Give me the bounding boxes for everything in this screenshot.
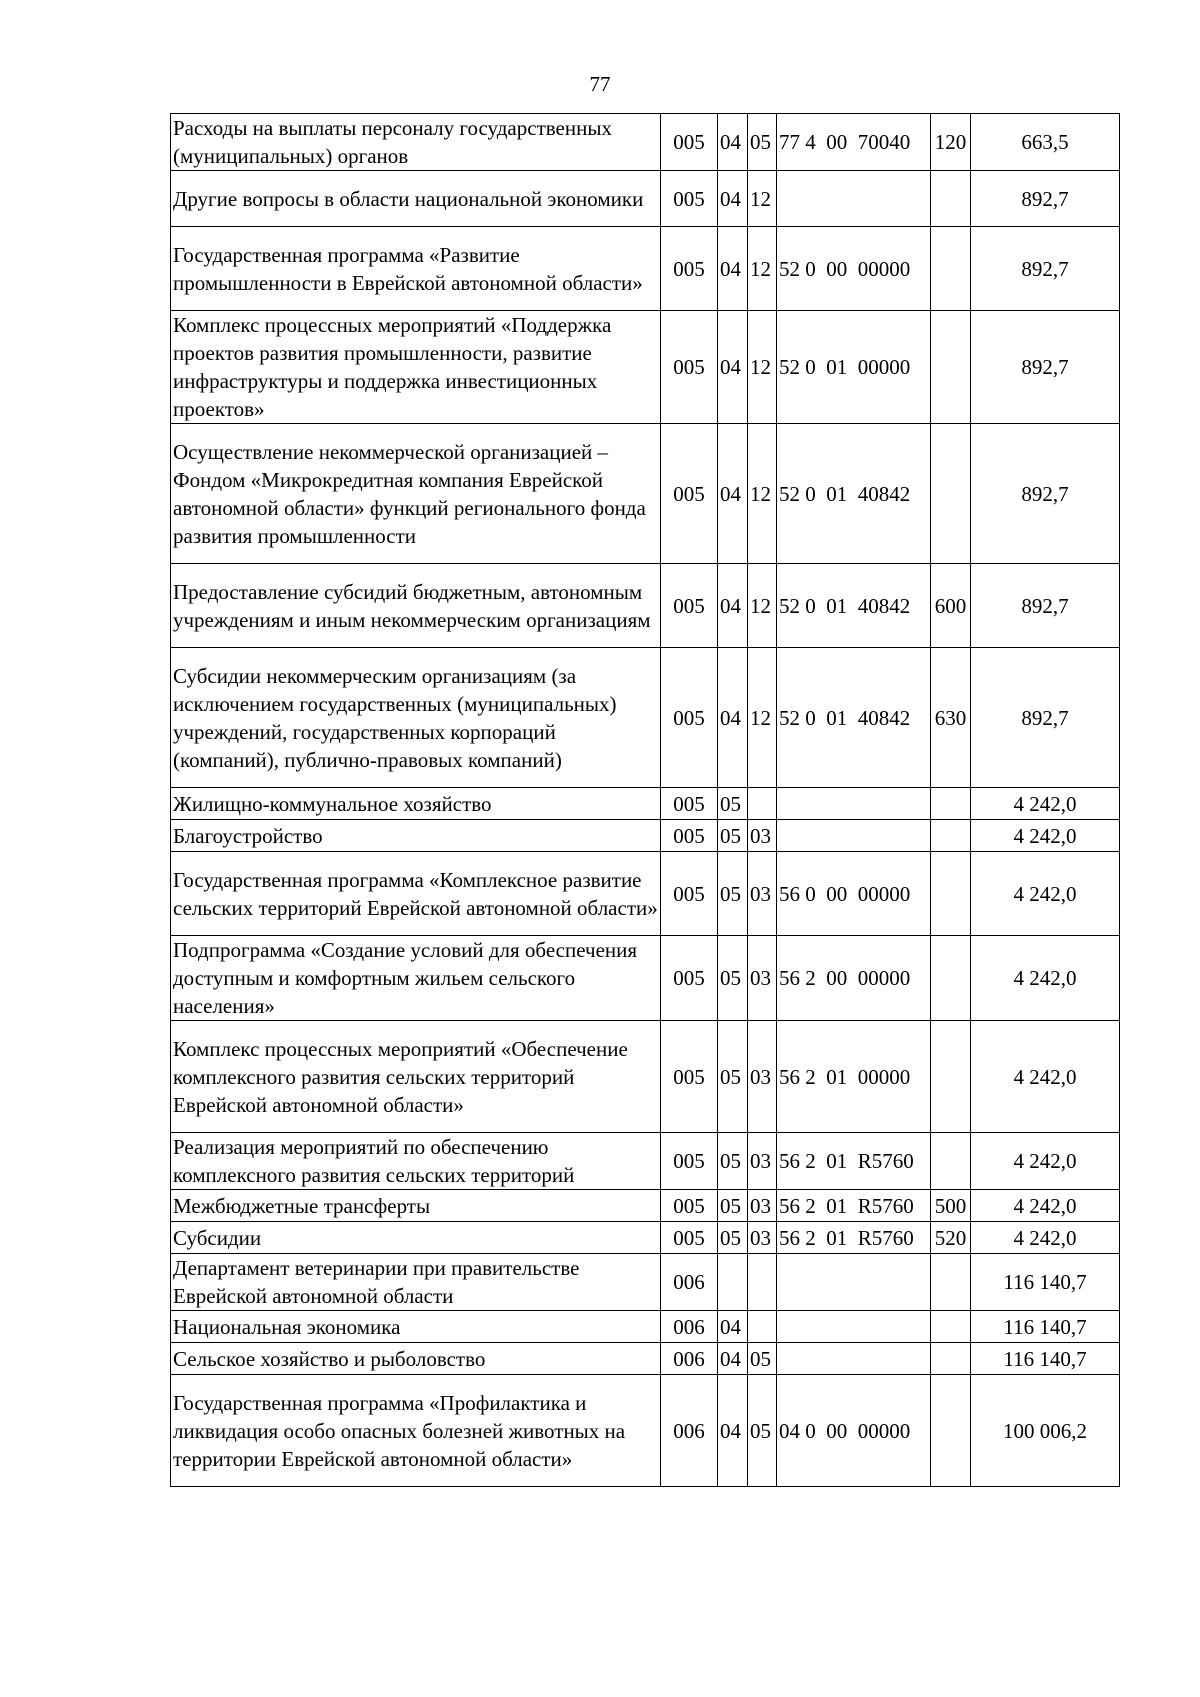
section-code-cell: 04 [718, 424, 748, 564]
target-article-cell: 56 2 00 00000 [777, 936, 931, 1021]
ved-code-cell: 005 [661, 648, 718, 788]
subsection-code-cell: 05 [748, 114, 777, 171]
section-code-cell: 05 [718, 936, 748, 1021]
table-row [171, 1190, 1120, 1222]
subsection-code-cell: 03 [748, 852, 777, 936]
target-article-cell: 52 0 00 00000 [777, 227, 931, 311]
ved-code-cell: 005 [661, 424, 718, 564]
subsection-code-cell: 03 [748, 1190, 777, 1222]
subsection-code-cell: 12 [748, 227, 777, 311]
target-article-cell: 52 0 01 00000 [777, 311, 931, 424]
subsection-code-cell: 12 [748, 648, 777, 788]
amount-cell: 4 242,0 [971, 820, 1120, 852]
subsection-code-cell: 03 [748, 1133, 777, 1190]
section-code-cell: 04 [718, 1343, 748, 1375]
expense-type-cell [931, 1133, 971, 1190]
row-name-cell: Сельское хозяйство и рыболовство [171, 1343, 661, 1375]
amount-cell: 892,7 [971, 424, 1120, 564]
expense-type-cell [931, 1343, 971, 1375]
table-row [171, 820, 1120, 852]
section-code-cell: 04 [718, 648, 748, 788]
row-name-cell: Субсидии некоммерческим организациям (за исключением государственных (муниципальных) учреждений, государственных корпораций (компаний), публично-правовых компаний) [171, 648, 661, 788]
amount-cell: 4 242,0 [971, 1222, 1120, 1254]
subsection-code-cell: 12 [748, 564, 777, 648]
expense-type-cell [931, 852, 971, 936]
ved-code-cell: 005 [661, 820, 718, 852]
ved-code-cell: 005 [661, 788, 718, 820]
amount-cell: 4 242,0 [971, 936, 1120, 1021]
ved-code-cell: 005 [661, 1021, 718, 1133]
target-article-cell: 52 0 01 40842 [777, 424, 931, 564]
subsection-code-cell: 03 [748, 1021, 777, 1133]
ved-code-cell: 006 [661, 1254, 718, 1311]
ved-code-cell: 005 [661, 171, 718, 227]
table-row [171, 1133, 1120, 1190]
row-name-cell: Осуществление некоммерческой организацией – Фондом «Микрокредитная компания Еврейской автономной области» функций регионального фонда развития промышленности [171, 424, 661, 564]
expense-type-cell [931, 171, 971, 227]
row-name-cell: Расходы на выплаты персоналу государственных (муниципальных) органов [171, 114, 661, 171]
table-row [171, 1222, 1120, 1254]
amount-cell: 4 242,0 [971, 852, 1120, 936]
section-code-cell: 04 [718, 114, 748, 171]
section-code-cell: 05 [718, 1222, 748, 1254]
expense-type-cell: 500 [931, 1190, 971, 1222]
section-code-cell: 04 [718, 171, 748, 227]
row-name-cell: Государственная программа «Профилактика и ликвидация особо опасных болезней животных на территории Еврейской автономной области» [171, 1375, 661, 1487]
amount-cell: 4 242,0 [971, 1133, 1120, 1190]
ved-code-cell: 005 [661, 227, 718, 311]
table-row [171, 114, 1120, 171]
section-code-cell: 05 [718, 1190, 748, 1222]
table-row [171, 1343, 1120, 1375]
ved-code-cell: 006 [661, 1311, 718, 1343]
subsection-code-cell: 03 [748, 820, 777, 852]
expense-type-cell [931, 1311, 971, 1343]
ved-code-cell: 005 [661, 564, 718, 648]
amount-cell: 4 242,0 [971, 1190, 1120, 1222]
target-article-cell [777, 1254, 931, 1311]
table-row [171, 788, 1120, 820]
row-name-cell: Комплекс процессных мероприятий «Поддержка проектов развития промышленности, развитие инфраструктуры и поддержка инвестиционных проектов» [171, 311, 661, 424]
table-row [171, 227, 1120, 311]
target-article-cell: 56 2 01 R5760 [777, 1222, 931, 1254]
budget-table [170, 113, 1120, 1487]
target-article-cell [777, 171, 931, 227]
section-code-cell: 05 [718, 788, 748, 820]
ved-code-cell: 005 [661, 852, 718, 936]
section-code-cell: 05 [718, 820, 748, 852]
amount-cell: 892,7 [971, 171, 1120, 227]
table-row [171, 1021, 1120, 1133]
target-article-cell [777, 788, 931, 820]
ved-code-cell: 006 [661, 1343, 718, 1375]
table-row [171, 852, 1120, 936]
row-name-cell: Комплекс процессных мероприятий «Обеспечение комплексного развития сельских территорий Еврейской автономной области» [171, 1021, 661, 1133]
ved-code-cell: 005 [661, 1133, 718, 1190]
expense-type-cell: 520 [931, 1222, 971, 1254]
subsection-code-cell: 03 [748, 1222, 777, 1254]
expense-type-cell [931, 227, 971, 311]
row-name-cell: Реализация мероприятий по обеспечению комплексного развития сельских территорий [171, 1133, 661, 1190]
amount-cell: 116 140,7 [971, 1254, 1120, 1311]
table-row [171, 936, 1120, 1021]
target-article-cell: 56 2 01 R5760 [777, 1190, 931, 1222]
section-code-cell: 05 [718, 852, 748, 936]
subsection-code-cell: 05 [748, 1343, 777, 1375]
expense-type-cell [931, 424, 971, 564]
expense-type-cell [931, 1375, 971, 1487]
target-article-cell [777, 1343, 931, 1375]
table-row [171, 424, 1120, 564]
expense-type-cell [931, 820, 971, 852]
row-name-cell: Жилищно-коммунальное хозяйство [171, 788, 661, 820]
section-code-cell: 04 [718, 227, 748, 311]
ved-code-cell: 005 [661, 936, 718, 1021]
table-row [171, 311, 1120, 424]
expense-type-cell: 600 [931, 564, 971, 648]
amount-cell: 892,7 [971, 311, 1120, 424]
target-article-cell: 56 2 01 R5760 [777, 1133, 931, 1190]
row-name-cell: Благоустройство [171, 820, 661, 852]
target-article-cell: 52 0 01 40842 [777, 564, 931, 648]
row-name-cell: Субсидии [171, 1222, 661, 1254]
amount-cell: 100 006,2 [971, 1375, 1120, 1487]
target-article-cell [777, 820, 931, 852]
ved-code-cell: 006 [661, 1375, 718, 1487]
table-row [171, 1254, 1120, 1311]
row-name-cell: Государственная программа «Развитие промышленности в Еврейской автономной области» [171, 227, 661, 311]
expense-type-cell [931, 1021, 971, 1133]
row-name-cell: Предоставление субсидий бюджетным, автономным учреждениям и иным некоммерческим организациям [171, 564, 661, 648]
subsection-code-cell: 03 [748, 936, 777, 1021]
row-name-cell: Подпрограмма «Создание условий для обеспечения доступным и комфортным жильем сельского населения» [171, 936, 661, 1021]
ved-code-cell: 005 [661, 114, 718, 171]
section-code-cell: 04 [718, 1375, 748, 1487]
target-article-cell: 52 0 01 40842 [777, 648, 931, 788]
section-code-cell: 04 [718, 311, 748, 424]
target-article-cell: 56 2 01 00000 [777, 1021, 931, 1133]
row-name-cell: Национальная экономика [171, 1311, 661, 1343]
amount-cell: 892,7 [971, 564, 1120, 648]
expense-type-cell [931, 788, 971, 820]
table-row [171, 1375, 1120, 1487]
expense-type-cell [931, 1254, 971, 1311]
page-number: 77 [589, 72, 611, 96]
table-row [171, 171, 1120, 227]
row-name-cell: Департамент ветеринарии при правительстве Еврейской автономной области [171, 1254, 661, 1311]
amount-cell: 116 140,7 [971, 1343, 1120, 1375]
subsection-code-cell: 12 [748, 171, 777, 227]
amount-cell: 4 242,0 [971, 1021, 1120, 1133]
expense-type-cell [931, 936, 971, 1021]
target-article-cell: 77 4 00 70040 [777, 114, 931, 171]
ved-code-cell: 005 [661, 1222, 718, 1254]
target-article-cell [777, 1311, 931, 1343]
target-article-cell: 04 0 00 00000 [777, 1375, 931, 1487]
amount-cell: 116 140,7 [971, 1311, 1120, 1343]
target-article-cell: 56 0 00 00000 [777, 852, 931, 936]
amount-cell: 892,7 [971, 648, 1120, 788]
section-code-cell: 04 [718, 564, 748, 648]
amount-cell: 892,7 [971, 227, 1120, 311]
section-code-cell: 04 [718, 1311, 748, 1343]
table-row [171, 564, 1120, 648]
section-code-cell: 05 [718, 1133, 748, 1190]
subsection-code-cell [748, 1311, 777, 1343]
ved-code-cell: 005 [661, 1190, 718, 1222]
amount-cell: 663,5 [971, 114, 1120, 171]
ved-code-cell: 005 [661, 311, 718, 424]
section-code-cell: 05 [718, 1021, 748, 1133]
row-name-cell: Другие вопросы в области национальной экономики [171, 171, 661, 227]
expense-type-cell [931, 311, 971, 424]
subsection-code-cell [748, 1254, 777, 1311]
amount-cell: 4 242,0 [971, 788, 1120, 820]
row-name-cell: Государственная программа «Комплексное развитие сельских территорий Еврейской автономной области» [171, 852, 661, 936]
table-row [171, 1311, 1120, 1343]
table-row [171, 648, 1120, 788]
expense-type-cell: 630 [931, 648, 971, 788]
row-name-cell: Межбюджетные трансферты [171, 1190, 661, 1222]
expense-type-cell: 120 [931, 114, 971, 171]
section-code-cell [718, 1254, 748, 1311]
subsection-code-cell [748, 788, 777, 820]
subsection-code-cell: 12 [748, 311, 777, 424]
subsection-code-cell: 05 [748, 1375, 777, 1487]
subsection-code-cell: 12 [748, 424, 777, 564]
